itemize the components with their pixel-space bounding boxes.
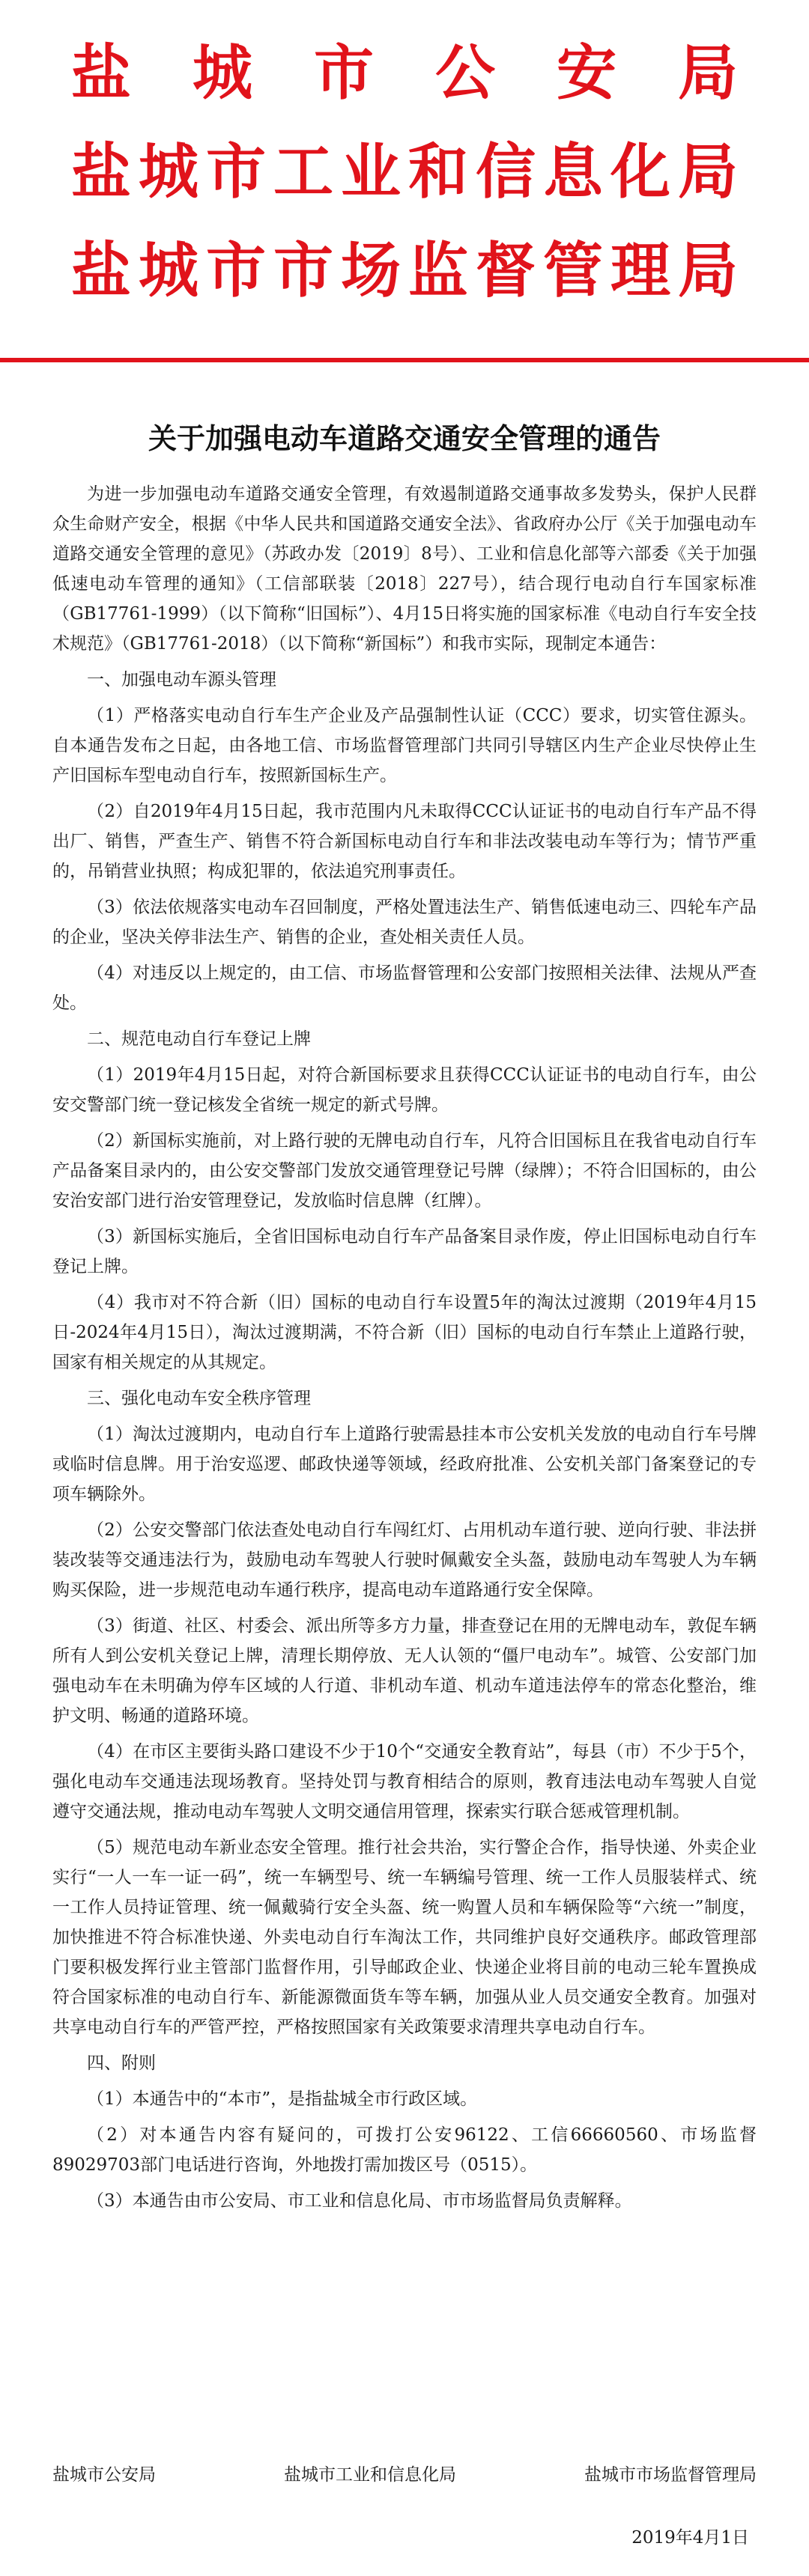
body-paragraph: （3）本通告由市公安局、市工业和信息化局、市市场监督局负责解释。 bbox=[87, 2191, 632, 2211]
issuing-agency-police: 盐城市公安局 bbox=[71, 38, 738, 108]
body-paragraph: （1）本通告中的“本市”，是指盐城全市行政区域。 bbox=[87, 2089, 478, 2109]
body-paragraph: （4）对违反以上规定的，由工信、市场监督管理和公安部门按照相关法律、法规从严查处。 bbox=[52, 963, 757, 1013]
section-heading: 三、强化电动车安全秩序管理 bbox=[87, 1389, 311, 1408]
section-heading: 二、规范电动自行车登记上牌 bbox=[87, 1029, 311, 1049]
signer-industry: 盐城市工业和信息化局 bbox=[284, 2465, 456, 2485]
body-paragraph: （4）我市对不符合新（旧）国标的电动自行车设置5年的淘汰过渡期（2019年4月15日-2024年4月15日），淘汰过渡期满，不符合新（旧）国标的电动自行车禁止上道路行驶，国家有相关规定的从其规定。 bbox=[52, 1293, 757, 1372]
issue-date: 2019年4月1日 bbox=[631, 2528, 749, 2548]
body-paragraph: （1）严格落实电动自行车生产企业及产品强制性认证（CCC）要求，切实管住源头。自本通告发布之日起，由各地工信、市场监督管理部门共同引导辖区内生产企业尽快停止生产旧国标车型电动自行车，按照新国标生产。 bbox=[52, 706, 757, 785]
body-paragraph: （1）2019年4月15日起，对符合新国标要求且获得CCC认证证书的电动自行车，由公安交警部门统一登记核发全省统一规定的新式号牌。 bbox=[52, 1065, 757, 1115]
document-body bbox=[52, 479, 757, 2222]
signer-police: 盐城市公安局 bbox=[52, 2465, 156, 2485]
section-heading: 四、附则 bbox=[87, 2053, 156, 2073]
issuing-agency-industry: 盐城市工业和信息化局 bbox=[71, 137, 738, 207]
body-paragraph: （1）淘汰过渡期内，电动自行车上道路行驶需悬挂本市公安机关发放的电动自行车号牌或临时信息牌。用于治安巡逻、邮政快递等领域，经政府批准、公安机关部门备案登记的专项车辆除外。 bbox=[52, 1425, 757, 1504]
body-paragraph: （3）街道、社区、村委会、派出所等多方力量，排查登记在用的无牌电动车，敦促车辆所有人到公安机关登记上牌，清理长期停放、无人认领的“僵尸电动车”。城管、公安部门加强电动车在未明确为停车区域的人行道、非机动车道、机动车道违法停车的常态化整治，维护文明、畅通的道路环境。 bbox=[52, 1616, 757, 1726]
signature-block bbox=[52, 2460, 757, 2490]
body-paragraph: （4）在市区主要街头路口建设不少于10个“交通安全教育站”，每县（市）不少于5个，强化电动车交通违法现场教育。坚持处罚与教育相结合的原则，教育违法电动车驾驶人自觉遵守交通法规，推动电动车驾驶人文明交通信用管理，探索实行联合惩戒管理机制。 bbox=[52, 1742, 757, 1821]
document-title: 关于加强电动车道路交通安全管理的通告 bbox=[148, 421, 661, 455]
intro-paragraph: 为进一步加强电动车道路交通安全管理，有效遏制道路交通事故多发势头，保护人民群众生命财产安全，根据《中华人民共和国道路交通安全法》、省政府办公厅《关于加强电动车道路交通安全管理的意见》（苏政办发〔2019〕8号）、工业和信息化部等六部委《关于加强低速电动车管理的通知》（工信部联装〔2018〕227号），结合现行电动自行车国家标准（GB17761-1999）（以下简称“旧国标”）、4月15日将实施的国家标准《电动自行车安全技术规范》（GB17761-2018）（以下简称“新国标”）和我市实际，现制定本通告： bbox=[52, 484, 757, 654]
section-heading: 一、加强电动车源头管理 bbox=[87, 670, 276, 689]
body-paragraph: （2）对本通告内容有疑问的，可拨打公安96122、工信66660560、市场监督89029703部门电话进行咨询，外地拨打需加拨区号（0515）。 bbox=[52, 2125, 757, 2175]
body-paragraph: （2）新国标实施前，对上路行驶的无牌电动自行车，凡符合旧国标且在我省电动自行车产品备案目录内的，由公安交警部门发放交通管理登记号牌（绿牌）；不符合旧国标的，由公安治安部门进行治安管理登记，发放临时信息牌（红牌）。 bbox=[52, 1131, 757, 1211]
signer-market: 盐城市市场监督管理局 bbox=[584, 2465, 757, 2485]
body-paragraph: （3）依法依规落实电动车召回制度，严格处置违法生产、销售低速电动三、四轮车产品的企业，坚决关停非法生产、销售的企业，查处相关责任人员。 bbox=[52, 898, 757, 947]
header-divider bbox=[0, 358, 809, 362]
issuing-agency-market: 盐城市市场监督管理局 bbox=[71, 236, 738, 305]
body-paragraph: （2）公安交警部门依法查处电动自行车闯红灯、占用机动车道行驶、逆向行驶、非法拼装改装等交通违法行为，鼓励电动车驾驶人行驶时佩戴安全头盔，鼓励电动车驾驶人为车辆购买保险，进一步规范电动车通行秩序，提高电动车道路通行安全保障。 bbox=[52, 1520, 757, 1600]
body-paragraph: （5）规范电动车新业态安全管理。推行社会共治，实行警企合作，指导快递、外卖企业实行“一人一车一证一码”，统一车辆型号、统一车辆编号管理、统一工作人员服装样式、统一工作人员持证管理、统一佩戴骑行安全头盔、统一购置人员和车辆保险等“六统一”制度，加快推进不符合标准快递、外卖电动自行车淘汰工作，共同维护良好交通秩序。邮政管理部门要积极发挥行业主管部门监督作用，引导邮政企业、快递企业将目前的电动三轮车置换成符合国家标准的电动自行车、新能源微面货车等车辆，加强从业人员交通安全教育。加强对共享电动自行车的严管严控，严格按照国家有关政策要求清理共享电动自行车。 bbox=[52, 1838, 757, 2037]
document-header bbox=[0, 0, 809, 367]
body-paragraph: （3）新国标实施后，全省旧国标电动自行车产品备案目录作废，停止旧国标电动自行车登记上牌。 bbox=[52, 1227, 757, 1276]
body-paragraph: （2）自2019年4月15日起，我市范围内凡未取得CCC认证证书的电动自行车产品不得出厂、销售，严查生产、销售不符合新国标电动自行车和非法改装电动车等行为；情节严重的，吊销营业执照；构成犯罪的，依法追究刑事责任。 bbox=[52, 802, 757, 881]
